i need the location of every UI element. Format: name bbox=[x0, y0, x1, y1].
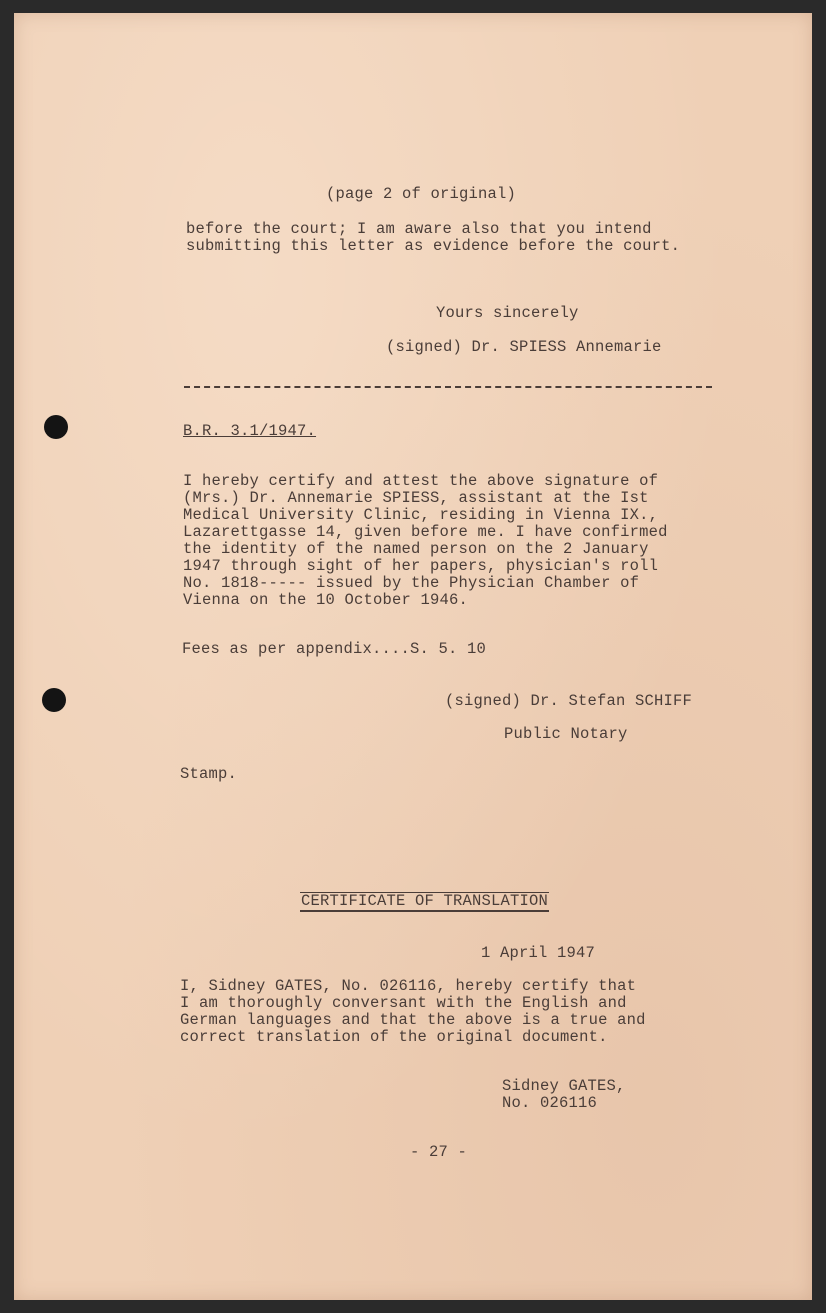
certificate-line: I, Sidney GATES, No. 026116, hereby certify that bbox=[180, 977, 637, 995]
letter-line: before the court; I am aware also that you intend bbox=[186, 220, 652, 238]
notary-signature: (signed) Dr. Stefan SCHIFF bbox=[445, 692, 693, 710]
certificate-title: CERTIFICATE OF TRANSLATION bbox=[301, 892, 549, 910]
notary-title: Public Notary bbox=[504, 725, 628, 743]
divider-line bbox=[184, 386, 712, 388]
signature: (signed) Dr. SPIESS Annemarie bbox=[386, 338, 662, 356]
fees-line: Fees as per appendix....S. 5. 10 bbox=[182, 640, 487, 658]
certification-line: Medical University Clinic, residing in Vienna IX., bbox=[183, 506, 659, 524]
translator-number: No. 026116 bbox=[502, 1094, 598, 1112]
page-header: (page 2 of original) bbox=[326, 185, 517, 203]
certification-line: the identity of the named person on the 2 January bbox=[183, 540, 649, 558]
certificate-line: I am thoroughly conversant with the English and bbox=[180, 994, 627, 1012]
certificate-line: German languages and that the above is a true and bbox=[180, 1011, 646, 1029]
certificate-line: correct translation of the original document. bbox=[180, 1028, 608, 1046]
certification-line: No. 1818----- issued by the Physician Chamber of bbox=[183, 574, 640, 592]
certificate-date: 1 April 1947 bbox=[481, 944, 596, 962]
closing: Yours sincerely bbox=[436, 304, 579, 322]
certification-line: Lazarettgasse 14, given before me. I have confirmed bbox=[183, 523, 668, 541]
punch-hole-bottom bbox=[42, 688, 66, 712]
certification-line: 1947 through sight of her papers, physician's roll bbox=[183, 557, 659, 575]
translator-name: Sidney GATES, bbox=[502, 1077, 626, 1095]
page-number: - 27 - bbox=[410, 1143, 468, 1161]
stamp-label: Stamp. bbox=[180, 765, 238, 783]
punch-hole-top bbox=[44, 415, 68, 439]
letter-line: submitting this letter as evidence before the court. bbox=[186, 237, 681, 255]
certification-line: Vienna on the 10 October 1946. bbox=[183, 591, 469, 609]
certification-line: (Mrs.) Dr. Annemarie SPIESS, assistant at the Ist bbox=[183, 489, 649, 507]
certification-line: I hereby certify and attest the above signature of bbox=[183, 472, 659, 490]
reference-number: B.R. 3.1/1947. bbox=[183, 422, 317, 440]
